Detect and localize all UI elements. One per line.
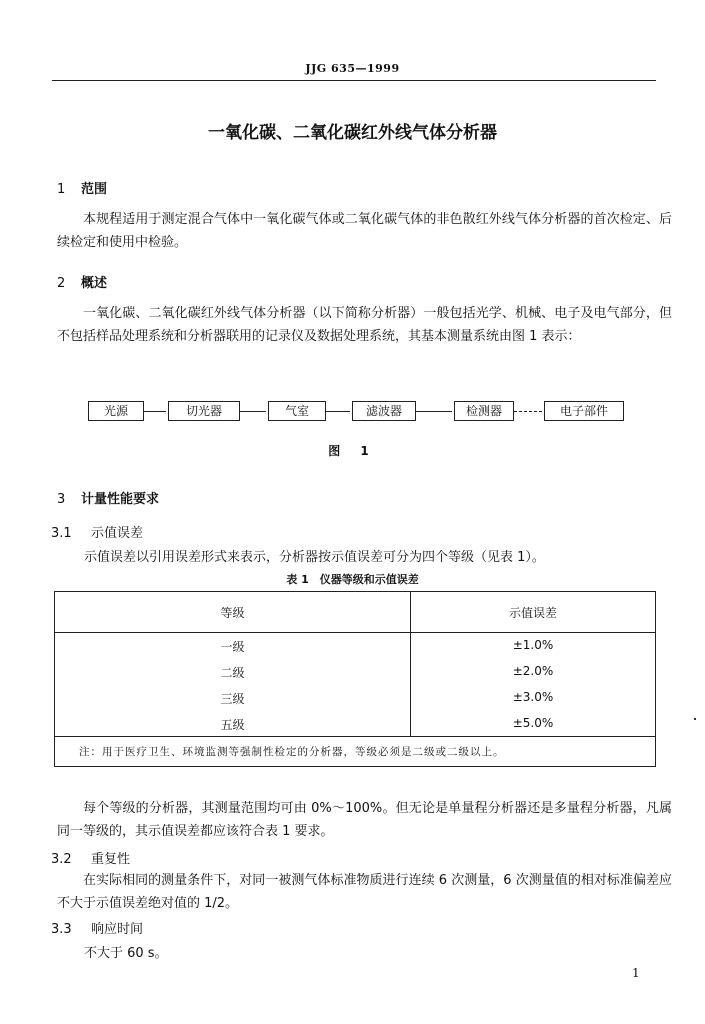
subsection-3-3-text: 不大于 60 s。 bbox=[84, 946, 168, 961]
measurement-system-diagram bbox=[88, 401, 628, 423]
diagram-box-electronics: 电子部件 bbox=[544, 401, 624, 421]
header-rule bbox=[52, 80, 656, 81]
table-cell-grade: 三级 bbox=[220, 692, 245, 706]
standard-code: JJG 635—1999 bbox=[305, 62, 400, 75]
figure-caption: 图 1 bbox=[328, 444, 377, 458]
diagram-box-filter: 滤波器 bbox=[352, 401, 416, 421]
section-2-heading bbox=[57, 272, 107, 291]
diagram-connector bbox=[326, 411, 350, 412]
diagram-connector bbox=[144, 411, 166, 412]
after-table-text: 每个等级的分析器，其测量范围均可由 0%～100%。但无论是单量程分析器还是多量程分析器，凡属同一等级的，其示值误差都应该符合表 1 要求。 bbox=[57, 801, 672, 839]
section-1-number: 1 bbox=[57, 182, 66, 197]
table-cell-error: ±3.0% bbox=[512, 690, 554, 704]
table-note-rule bbox=[55, 736, 655, 737]
section-3-heading bbox=[57, 488, 159, 507]
section-3-number: 3 bbox=[57, 492, 66, 507]
subsection-3-1-heading bbox=[51, 522, 143, 541]
table-cell-error: ±2.0% bbox=[512, 664, 554, 678]
subsection-3-1-text: 示值误差以引用误差形式来表示，分析器按示值误差可分为四个等级（见表 1）。 bbox=[84, 550, 545, 565]
diagram-connector bbox=[416, 411, 452, 412]
subsection-3-1-title: 示值误差 bbox=[91, 526, 144, 541]
diagram-box-light-source: 光源 bbox=[88, 401, 144, 421]
section-2-number: 2 bbox=[57, 276, 66, 291]
diagram-connector bbox=[240, 411, 266, 412]
subsection-3-1-number: 3.1 bbox=[51, 526, 72, 541]
section-3-title: 计量性能要求 bbox=[81, 492, 160, 507]
section-1-title: 范围 bbox=[81, 182, 108, 197]
table-note: 注：用于医疗卫生、环境监测等强制性检定的分析器，等级必须是二级或二级以上。 bbox=[79, 746, 505, 758]
table-header-error: 示值误差 bbox=[508, 606, 557, 620]
table-cell-grade: 一级 bbox=[220, 640, 245, 654]
diagram-box-detector: 检测器 bbox=[454, 401, 514, 421]
table-header-grade: 等级 bbox=[220, 606, 245, 620]
subsection-3-3-number: 3.3 bbox=[51, 922, 72, 937]
subsection-3-2-heading bbox=[51, 848, 130, 867]
section-2-title: 概述 bbox=[81, 276, 108, 291]
table-cell-grade: 二级 bbox=[220, 666, 245, 680]
section-2-text: 一氧化碳、二氧化碳红外线气体分析器（以下简称分析器）一般包括光学、机械、电子及电气部分，但不包括样品处理系统和分析器联用的记录仪及数据处理系统，其基本测量系统由图 1 表示： bbox=[57, 306, 672, 344]
page-number: 1 bbox=[632, 966, 640, 980]
diagram-box-gas-cell: 气室 bbox=[268, 401, 326, 421]
diagram-box-chopper: 切光器 bbox=[168, 401, 240, 421]
grade-error-table bbox=[54, 591, 656, 767]
table-cell-grade: 五级 bbox=[220, 718, 245, 732]
document-title: 一氧化碳、二氧化碳红外线气体分析器 bbox=[208, 123, 497, 143]
diagram-connector bbox=[514, 411, 542, 412]
subsection-3-3-title: 响应时间 bbox=[91, 922, 144, 937]
section-1-text: 本规程适用于测定混合气体中一氧化碳气体或二氧化碳气体的非色散红外线气体分析器的首次检定、后续检定和使用中检验。 bbox=[57, 212, 672, 250]
table-header-rule bbox=[55, 632, 655, 633]
subsection-3-3-heading bbox=[51, 918, 143, 937]
subsection-3-2-title: 重复性 bbox=[91, 852, 131, 867]
table-cell-error: ±1.0% bbox=[512, 638, 554, 652]
subsection-3-2-text: 在实际相同的测量条件下，对同一被测气体标准物质进行连续 6 次测量，6 次测量值的相对标准偏差应不大于示值误差绝对值的 1/2。 bbox=[57, 873, 672, 911]
section-1-heading bbox=[57, 178, 107, 197]
table-cell-error: ±5.0% bbox=[512, 716, 554, 730]
table-caption: 表 1 仪器等级和示值误差 bbox=[286, 573, 419, 586]
scan-speck bbox=[694, 718, 696, 720]
subsection-3-2-number: 3.2 bbox=[51, 852, 72, 867]
